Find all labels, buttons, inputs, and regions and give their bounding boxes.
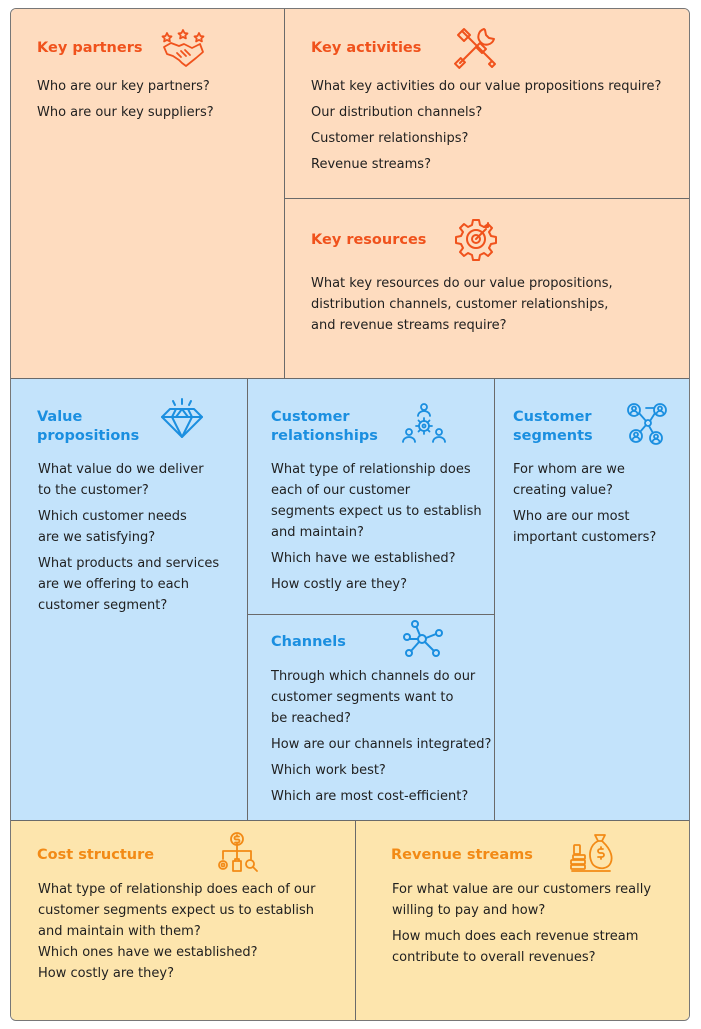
- question: Which are most cost-efficient?: [271, 789, 469, 804]
- question: How are our channels integrated?: [271, 737, 492, 752]
- cost-hierarchy-icon: [215, 831, 259, 875]
- divider: [11, 820, 690, 821]
- channels-questions: [271, 666, 491, 812]
- question: How much does each revenue stream contribute to overall revenues?: [392, 929, 639, 965]
- question: What key resources do our value propositions, distribution channels, customer relationships, and revenue streams require?: [311, 276, 613, 333]
- question: Through which channels do our customer segments want to be reached?: [271, 669, 476, 726]
- handshake-icon: [161, 25, 205, 69]
- key-resources-questions: [311, 273, 613, 341]
- money-bag-icon: [569, 831, 613, 875]
- customer-relationships-title: Customer relationships: [271, 409, 378, 444]
- customer-segments-title: Customer segments: [513, 409, 593, 444]
- divider: [284, 9, 285, 379]
- question: Customer relationships?: [311, 131, 469, 146]
- question: Our distribution channels?: [311, 105, 483, 120]
- question: What products and services are we offering to each customer segment?: [38, 556, 220, 613]
- question: Who are our most important customers?: [513, 509, 657, 545]
- question: For whom are we creating value?: [513, 462, 625, 498]
- question: What key activities do our value propositions require?: [311, 79, 662, 94]
- cost-structure-title: Cost structure: [37, 847, 155, 863]
- question: What value do we deliver to the customer?: [38, 462, 204, 498]
- divider: [247, 379, 248, 821]
- key-resources-title: Key resources: [311, 232, 427, 248]
- divider: [284, 198, 690, 199]
- revenue-streams-title: Revenue streams: [391, 847, 533, 863]
- customer-segments-questions: [513, 459, 656, 553]
- revenue-streams-questions: [392, 879, 651, 973]
- customer-relationships-questions: [271, 459, 482, 600]
- key-partners-questions: [37, 76, 214, 128]
- divider: [11, 378, 690, 379]
- diamond-icon: [160, 397, 204, 441]
- value-propositions-questions: [38, 459, 219, 621]
- network-nodes-icon: [402, 619, 446, 663]
- divider: [247, 614, 494, 615]
- question: How costly are they?: [271, 577, 407, 592]
- divider: [494, 379, 495, 821]
- cost-structure-questions: [38, 879, 315, 989]
- question: Which work best?: [271, 763, 386, 778]
- question: What type of relationship does each of our customer segments expect us to establish and maintain?: [271, 462, 482, 540]
- tools-icon: [454, 25, 498, 69]
- question: Revenue streams?: [311, 157, 431, 172]
- key-activities-title: Key activities: [311, 40, 422, 56]
- business-model-canvas: [10, 8, 690, 1021]
- key-partners-title: Key partners: [37, 40, 143, 56]
- team-gear-icon: [402, 402, 446, 446]
- gear-target-icon: [454, 217, 498, 261]
- question: Which ones have we established?: [38, 945, 258, 960]
- question: Who are our key partners?: [37, 79, 210, 94]
- value-propositions-title: Value propositions: [37, 409, 140, 444]
- question: Who are our key suppliers?: [37, 105, 214, 120]
- question: What type of relationship does each of our customer segments expect us to establish and maintain with them?: [38, 882, 316, 939]
- people-network-icon: [626, 402, 670, 446]
- question: How costly are they?: [38, 966, 174, 981]
- question: Which customer needs are we satisfying?: [38, 509, 187, 545]
- question: For what value are our customers really willing to pay and how?: [392, 882, 652, 918]
- key-activities-questions: [311, 76, 661, 180]
- question: Which have we established?: [271, 551, 456, 566]
- channels-title: Channels: [271, 634, 346, 650]
- divider: [355, 821, 356, 1021]
